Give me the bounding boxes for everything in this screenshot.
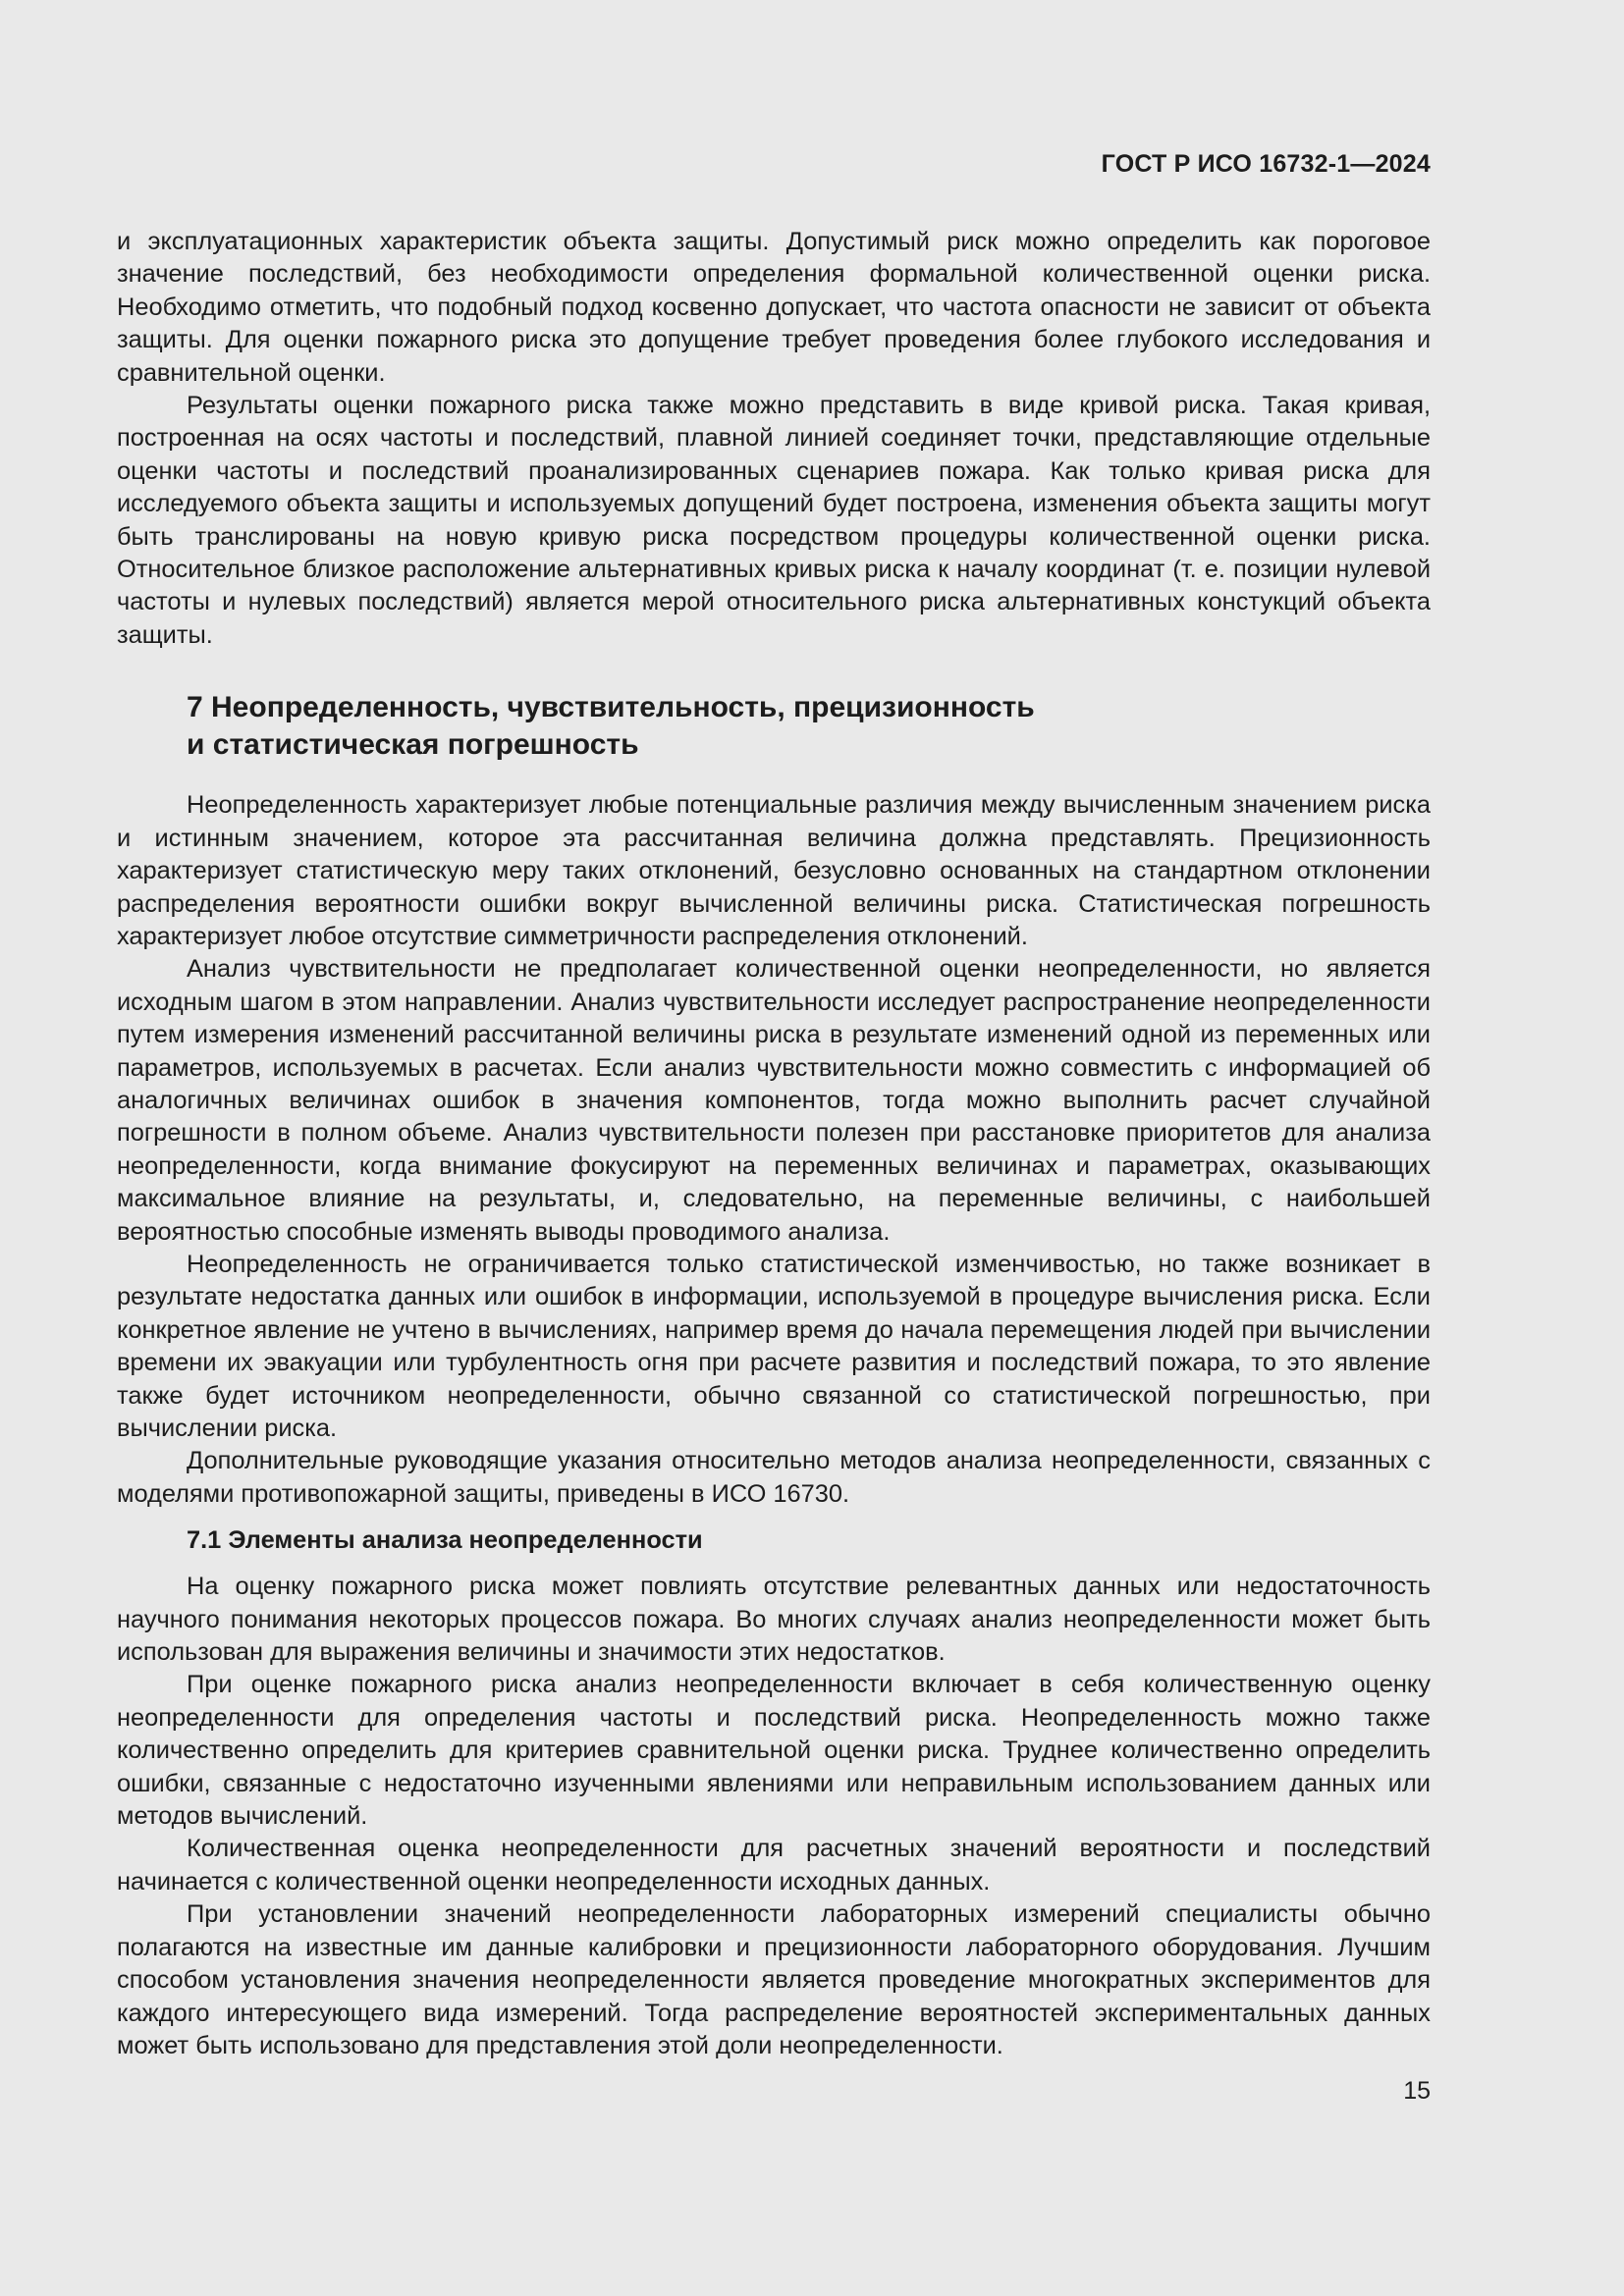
section-7-paragraph-1: Неопределенность характеризует любые потенциальные различия между вычисленным значением риска и истинным значением, которое эта рассчитанная величина должна представлять. Прецизионность характеризует статистическую меру таких отклонений, безусловно основанных на стандартном отклонении распределения вероятности ошибки вокруг вычисленной величины риска. Статистическая погрешность характеризует любое отсутствие симметричности распределения отклонений. [117,791,1431,950]
section-7-1-paragraph-1: На оценку пожарного риска может повлиять отсутствие релевантных данных или недостаточность научного понимания некоторых процессов пожара. Во многих случаях анализ неопределенности может быть использован для выражения величины и значимости этих недостатков. [117,1573,1431,1667]
section-7-title [187,689,1431,764]
document-body [117,226,1431,2062]
document-header-code: ГОСТ Р ИСО 16732-1—2024 [1101,150,1431,178]
page-number: 15 [1403,2077,1431,2105]
section-7-title-line-1: 7 Неопределенность, чувствительность, прецизионность [187,691,1035,724]
section-7-1-paragraph-3: Количественная оценка неопределенности для расчетных значений вероятности и последствий начинается с количественной оценки неопределенности исходных данных. [117,1835,1431,1896]
section-7-1-paragraph-2: При оценке пожарного риска анализ неопределенности включает в себя количественную оценку неопределенности для определения частоты и последствий риска. Неопределенность можно также количественно определить для критериев сравнительной оценки риска. Труднее количественно определить ошибки, связанные с недостаточно изученными явлениями или неправильным использованием данных или методов вычислений. [117,1671,1431,1831]
section-7-1-paragraph-4: При установлении значений неопределенности лабораторных измерений специалисты обычно полагаются на известные им данные калибровки и прецизионности лабораторного оборудования. Лучшим способом установления значения неопределенности является проведение многократных экспериментов для каждого интересующего вида измерений. Тогда распределение вероятностей экспериментальных данных может быть использовано для представления этой доли неопределенности. [117,1900,1431,2059]
section-7-title-line-2: и статистическая погрешность [187,728,639,762]
section-7-paragraph-3: Неопределенность не ограничивается только статистической изменчивостью, но также возникает в результате недостатка данных или ошибок в информации, используемой в процедуре вычисления риска. Если конкретное явление не учтено в вычислениях, например время до начала перемещения людей при вычислении времени их эвакуации или турбулентность огня при расчете развития и последствий пожара, то это явление также будет источником неопределенности, обычно связанной со статистической погрешностью, при вычислении риска. [117,1250,1431,1442]
section-7-paragraph-2: Анализ чувствительности не предполагает количественной оценки неопределенности, но является исходным шагом в этом направлении. Анализ чувствительности исследует распространение неопределенности путем измерения изменений рассчитанной величины риска в результате изменений одной из переменных или параметров, используемых в расчетах. Если анализ чувствительности можно совместить с информацией об аналогичных величинах ошибок в значения компонентов, тогда можно выполнить расчет случайной погрешности в полном объеме. Анализ чувствительности полезен при расстановке приоритетов для анализа неопределенности, когда внимание фокусируют на переменных величинах и параметрах, оказывающих максимальное влияние на результаты, и, следовательно, на переменные величины, с наибольшей вероятностью способные изменять выводы проводимого анализа. [117,955,1431,1246]
section-7-1-title: 7.1 Элементы анализа неопределенности [187,1526,703,1555]
paragraph-intro-1: и эксплуатационных характеристик объекта защиты. Допустимый риск можно определить как пороговое значение последствий, без необходимости определения формальной количественной оценки риска. Необходимо отметить, что подобный подход косвенно допускает, что частота опасности не зависит от объекта защиты. Для оценки пожарного риска это допущение требует проведения более глубокого исследования и сравнительной оценки. [117,228,1431,387]
section-7-paragraph-4: Дополнительные руководящие указания относительно методов анализа неопределенности, связанных с моделями противопожарной защиты, приведены в ИСО 16730. [117,1447,1431,1508]
paragraph-intro-2: Результаты оценки пожарного риска также можно представить в виде кривой риска. Такая кривая, построенная на осях частоты и последствий, плавной линией соединяет точки, представляющие отдельные оценки частоты и последствий проанализированных сценариев пожара. Как только кривая риска для исследуемого объекта защиты и используемых допущений будет построена, изменения объекта защиты могут быть транслированы на новую кривую риска посредством процедуры количественной оценки риска. Относительное близкое расположение альтернативных кривых риска к началу координат (т. е. позиции нулевой частоты и нулевых последствий) является мерой относительного риска альтернативных констукций объекта защиты. [117,392,1431,649]
